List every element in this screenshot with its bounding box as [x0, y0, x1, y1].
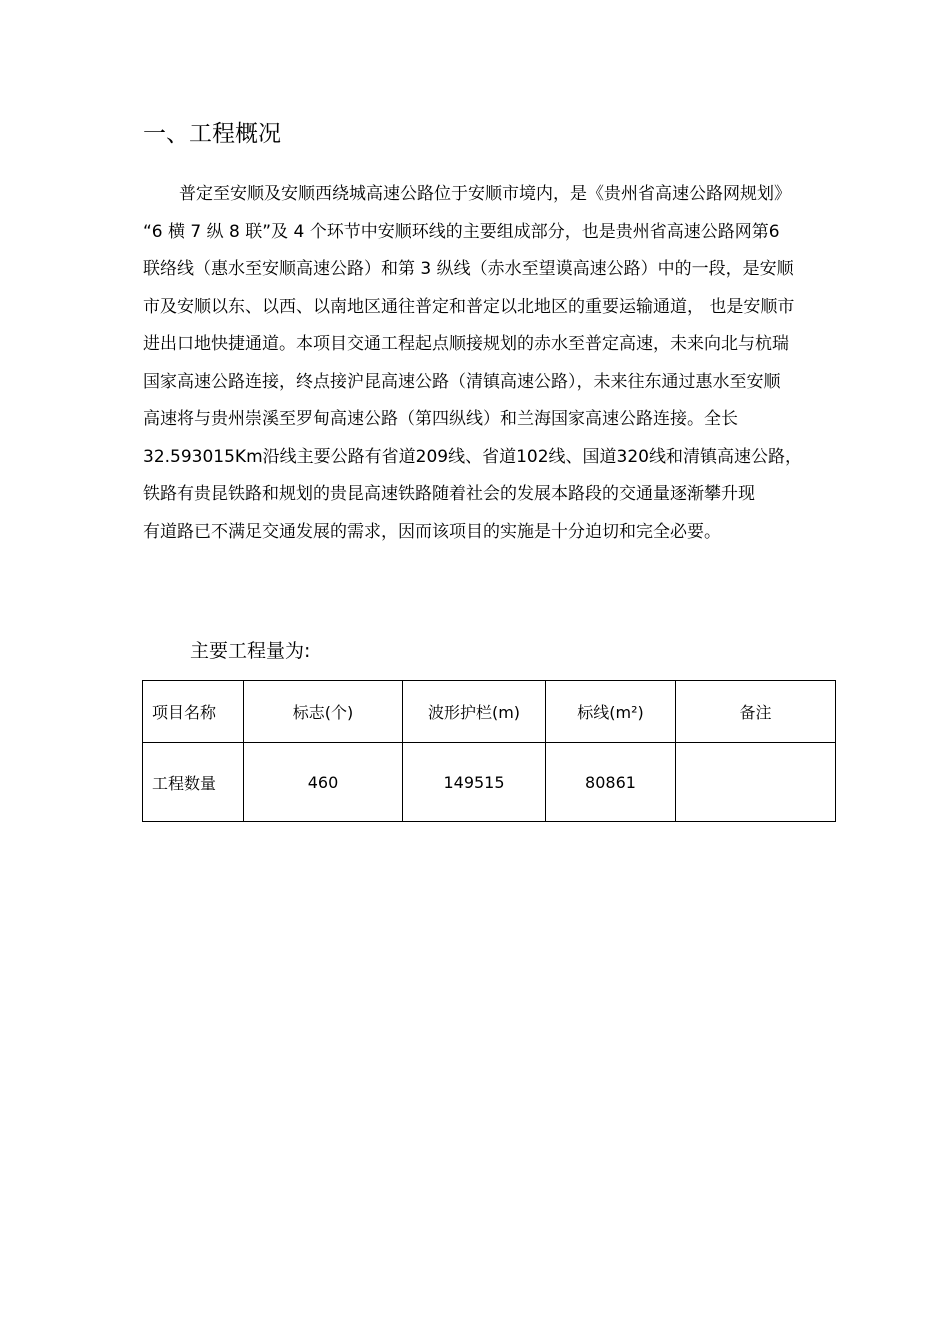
paragraph-line: 普定至安顺及安顺西绕城高速公路位于安顺市境内，是《贵州省高速公路网规划》 — [179, 184, 791, 204]
paragraph-line: 市及安顺以东、以西、以南地区通往普定和普定以北地区的重要运输通道， 也是安顺市 — [143, 296, 795, 317]
paragraph-line: 铁路有贵昆铁路和规划的贵昆高速铁路随着社会的发展本路段的交通量逐渐攀升现 — [143, 484, 755, 504]
header-cell-remarks: 备注 — [676, 681, 836, 743]
header-cell-item-name: 项目名称 — [143, 681, 244, 743]
header-cell-markings: 标线(m²) — [546, 681, 676, 743]
cell-remarks-value — [676, 743, 836, 822]
paragraph-line: 国家高速公路连接，终点接沪昆高速公路（清镇高速公路），未来往东通过惠水至安顺 — [143, 371, 781, 392]
paragraph-line: 联络线（惠水至安顺高速公路）和第 3 纵线（赤水至望谟高速公路）中的一段，是安顺 — [143, 259, 794, 279]
paragraph-line: “6 横 7 纵 8 联”及 4 个环节中安顺环线的主要组成部分，也是贵州省高速公路网第6 — [143, 221, 780, 242]
quantities-table — [142, 680, 836, 822]
cell-quantity-label: 工程数量 — [143, 743, 244, 822]
paragraph-line: 有道路已不满足交通发展的需求，因而该项目的实施是十分迫切和完全必要。 — [143, 521, 721, 542]
section-heading: 一、工程概况 — [143, 121, 281, 147]
table-row — [143, 743, 836, 822]
cell-markings-value: 80861 — [546, 743, 676, 822]
cell-guardrail-value: 149515 — [403, 743, 546, 822]
paragraph-line: 高速将与贵州崇溪至罗甸高速公路（第四纵线）和兰海国家高速公路连接。全长 — [143, 409, 738, 429]
header-cell-guardrail: 波形护栏(m) — [403, 681, 546, 743]
header-cell-signs: 标志(个) — [244, 681, 403, 743]
table-caption: 主要工程量为: — [190, 640, 311, 662]
table-header-row — [143, 681, 836, 743]
cell-signs-value: 460 — [244, 743, 403, 822]
paragraph-line: 进出口地快捷通道。本项目交通工程起点顺接规划的赤水至普定高速，未来向北与杭瑞 — [143, 334, 789, 354]
paragraph-line: 32.593015Km沿线主要公路有省道209线、省道102线、国道320线和清镇高速公路， — [143, 446, 802, 467]
overview-paragraph — [143, 176, 873, 551]
